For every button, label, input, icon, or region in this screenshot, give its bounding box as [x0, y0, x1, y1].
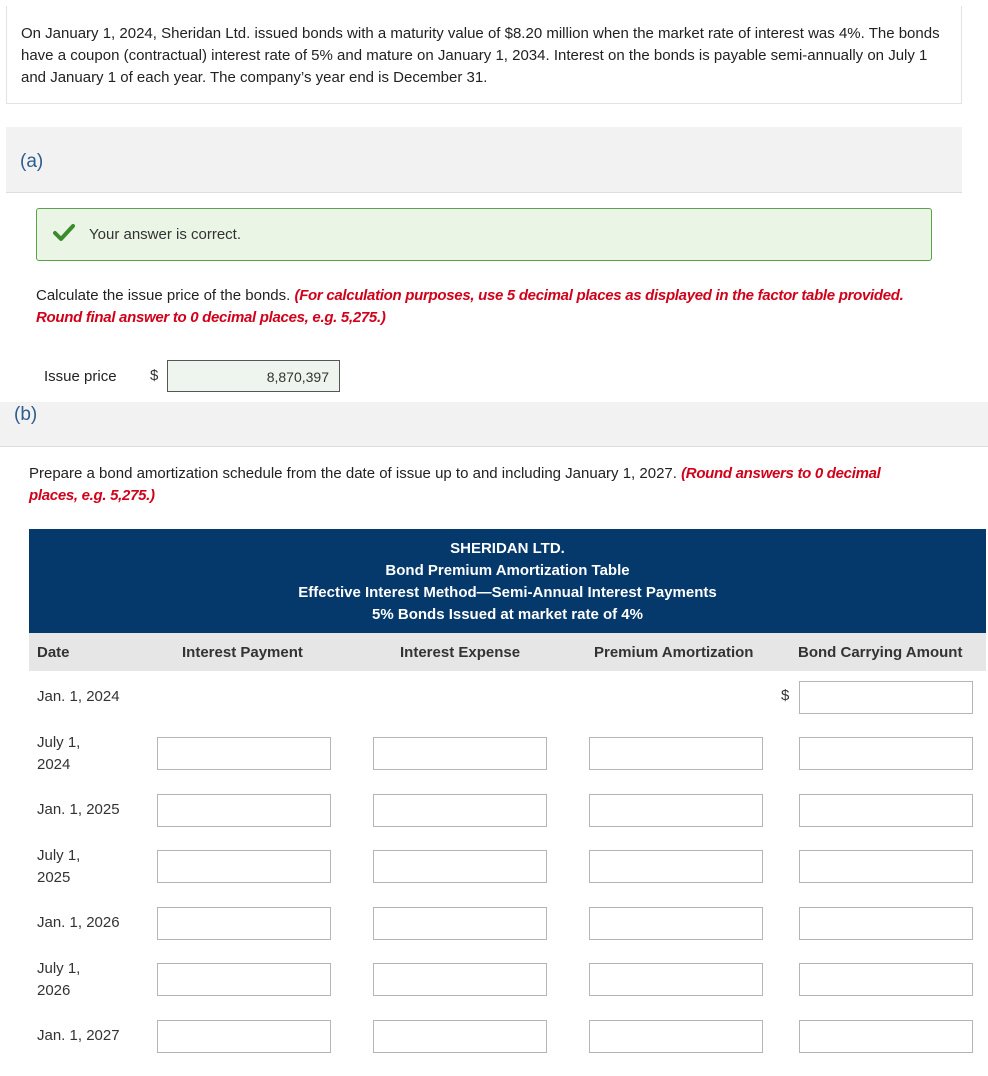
premium-amortization-input[interactable] — [589, 850, 763, 883]
interest-payment-input[interactable] — [157, 1020, 331, 1053]
part-a-instruction-text: Calculate the issue price of the bonds. — [36, 287, 291, 304]
interest-payment-input[interactable] — [157, 963, 331, 996]
col-premium-amortization: Premium Amortization — [594, 644, 754, 661]
part-b-instruction-text: Prepare a bond amortization schedule from the date of issue up to and including January 1, 2027. — [29, 465, 677, 482]
issue-price-label: Issue price — [44, 368, 117, 385]
checkmark-icon — [53, 223, 75, 243]
row-date-line2: 2025 — [37, 869, 71, 886]
row-date: Jan. 1, 2025 — [37, 801, 120, 818]
correct-answer-banner — [36, 208, 932, 261]
issue-price-input[interactable]: 8,870,397 — [167, 360, 340, 392]
part-a-instruction-note: (For calculation purposes, use 5 decimal places as displayed in the factor table provided. Round final answer to 0 decimal places, e.g. 5,275.) — [36, 287, 904, 326]
row-date-line2: 2024 — [37, 756, 71, 773]
part-b-instruction-note: (Round answers to 0 decimal places, e.g. 5,275.) — [29, 465, 881, 504]
issue-price-currency: $ — [150, 367, 159, 384]
correct-message: Your answer is correct. — [89, 226, 242, 243]
bond-carrying-amount-input[interactable] — [799, 907, 973, 940]
bond-carrying-amount-input[interactable] — [799, 850, 973, 883]
premium-amortization-input[interactable] — [589, 737, 763, 770]
row-date-line1: July 1, — [37, 960, 81, 977]
bond-carrying-amount-input[interactable] — [799, 681, 973, 714]
bond-carrying-amount-input[interactable] — [799, 1020, 973, 1053]
interest-expense-input[interactable] — [373, 907, 547, 940]
table-company-name: SHERIDAN LTD. — [450, 540, 565, 557]
interest-expense-input[interactable] — [373, 1020, 547, 1053]
problem-statement — [6, 6, 962, 104]
col-date: Date — [37, 644, 70, 661]
col-interest-payment: Interest Payment — [182, 644, 303, 661]
col-bond-carrying-amount: Bond Carrying Amount — [798, 644, 963, 661]
amortization-table-title — [29, 529, 986, 633]
interest-expense-input[interactable] — [373, 963, 547, 996]
row-date — [37, 732, 80, 776]
interest-expense-input[interactable] — [373, 737, 547, 770]
part-b-header[interactable] — [0, 402, 988, 447]
interest-payment-input[interactable] — [157, 850, 331, 883]
part-b-label: (b) — [14, 404, 38, 425]
bond-carrying-amount-input[interactable] — [799, 737, 973, 770]
premium-amortization-input[interactable] — [589, 1020, 763, 1053]
row-date-line1: July 1, — [37, 734, 81, 751]
interest-payment-input[interactable] — [157, 907, 331, 940]
premium-amortization-input[interactable] — [589, 907, 763, 940]
table-title-line2: Bond Premium Amortization Table — [385, 562, 630, 579]
part-b-instruction — [29, 463, 929, 507]
part-a-label: (a) — [20, 151, 44, 172]
carrying-currency: $ — [781, 687, 790, 704]
row-date-line2: 2026 — [37, 982, 71, 999]
interest-payment-input[interactable] — [157, 794, 331, 827]
row-date: Jan. 1, 2024 — [37, 688, 120, 705]
interest-expense-input[interactable] — [373, 850, 547, 883]
row-date — [37, 958, 80, 1002]
row-date: Jan. 1, 2027 — [37, 1027, 120, 1044]
table-column-headers — [29, 633, 986, 671]
premium-amortization-input[interactable] — [589, 794, 763, 827]
table-title-line4: 5% Bonds Issued at market rate of 4% — [372, 606, 643, 623]
bond-carrying-amount-input[interactable] — [799, 963, 973, 996]
part-a-header[interactable] — [6, 127, 962, 193]
col-interest-expense: Interest Expense — [400, 644, 521, 661]
problem-text: On January 1, 2024, Sheridan Ltd. issued bonds with a maturity value of $8.20 million when the market rate of interest was 4%. The bonds have a coupon (contractual) interest rate of 5% and mature on January 1, 2034. Interest on the bonds is payable semi-annually on July 1 and January 1 of each year. The company’s year end is December 31. — [21, 25, 940, 86]
row-date — [37, 845, 80, 889]
row-date-line1: July 1, — [37, 847, 81, 864]
interest-payment-input[interactable] — [157, 737, 331, 770]
table-title-line3: Effective Interest Method—Semi-Annual Interest Payments — [298, 584, 717, 601]
row-date: Jan. 1, 2026 — [37, 914, 120, 931]
bond-carrying-amount-input[interactable] — [799, 794, 973, 827]
premium-amortization-input[interactable] — [589, 963, 763, 996]
part-a-instruction — [36, 285, 926, 329]
interest-expense-input[interactable] — [373, 794, 547, 827]
